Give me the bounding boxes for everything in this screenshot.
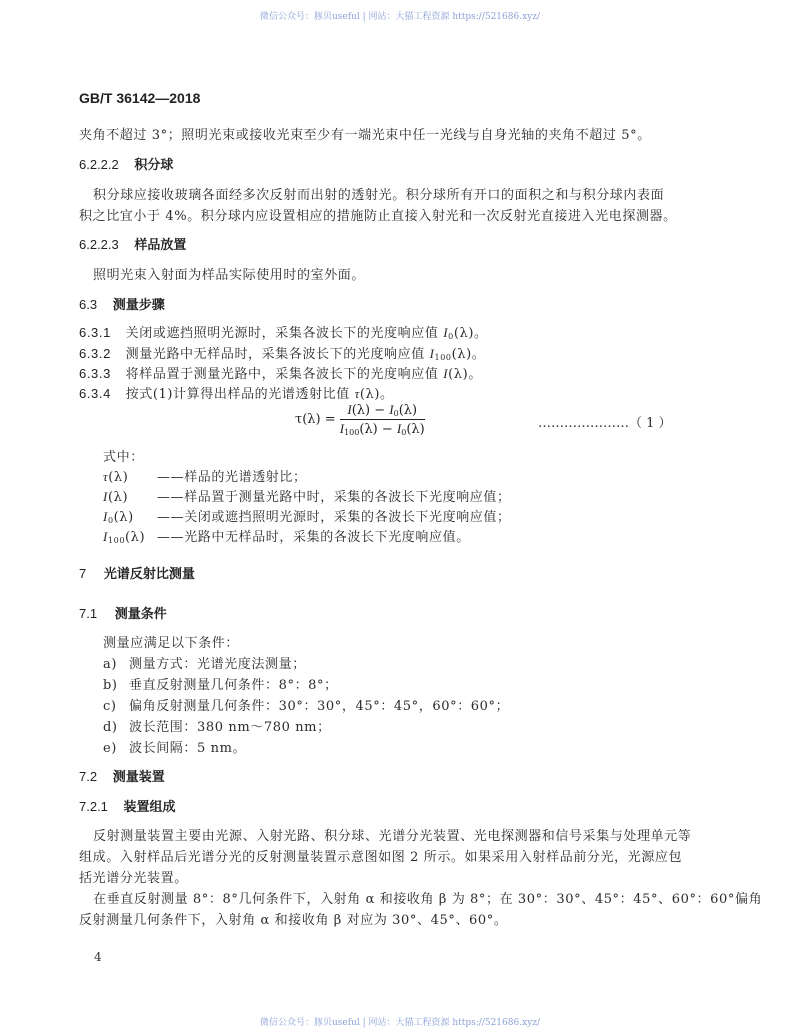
formula-fraction [340,402,425,437]
condition-item [103,737,246,756]
subscript: 0 [393,409,399,418]
argument: (λ) [107,490,129,505]
numerator [340,402,425,420]
item-text: 波长范围：380 nm～780 nm； [129,720,331,735]
symbol: I [443,366,449,381]
section-heading-7-1 [79,603,167,622]
section-number: 6.2.2.2 [79,157,119,172]
paragraph-line: 反射测量装置主要由光源、入射光路、积分球、光谱分光装置、光电探测器和信号采集与处理单元等 [93,829,692,844]
condition-item [103,674,338,693]
section-title: 装置组成 [123,800,176,815]
symbol: I [347,402,352,417]
step-6-3-1 [79,322,488,341]
formula-number: …………………（ 1 ） [538,416,672,431]
item-text: 测量方式：光谱光度法测量； [129,657,306,672]
section-title: 样品放置 [134,238,187,253]
section-number: 7.2.1 [79,799,108,814]
formula-lhs: τ(λ) = [295,412,336,427]
denominator [340,420,425,437]
item-text: 波长间隔：5 nm。 [129,741,247,756]
item-label: b) [103,678,118,693]
where-item [103,526,470,545]
symbol: I [103,509,108,524]
formula-1 [295,402,425,437]
where-item [103,466,307,485]
step-text: 按式(1)计算得出样品的光谱透射比值 [125,387,355,402]
paragraph-line: 积之比宜小于 4%。积分球内应设置相应的措施防止直接入射光和一次反射光直接进入光电探测器。 [79,209,677,224]
item-label: a) [103,657,118,672]
subscript: 100 [344,428,360,437]
step-6-3-3 [79,363,482,382]
condition-item [103,695,509,714]
paragraph-line: 积分球应接收玻璃各面经多次反射而出射的透射光。积分球所有开口的面积之和与积分球内表面 [93,188,665,203]
step-number: 6.3.4 [79,386,111,401]
step-6-3-4 [79,383,394,402]
argument: (λ)。 [359,387,394,402]
paragraph-line: 括光谱分光装置。 [79,871,188,886]
item-label: e) [103,741,117,756]
section-number: 7.1 [79,606,98,621]
paragraph-line: 组成。入射样品后光谱分光的反射测量装置示意图如图 2 所示。如果采用入射样品前分光，光源应包 [79,850,683,865]
argument: (λ) [113,510,134,525]
standard-code: GB/T 36142—2018 [79,90,201,106]
argument: (λ)。 [453,326,488,341]
symbol: I [103,529,108,544]
section-number: 6.3 [79,297,98,312]
term: (λ) [406,422,425,437]
item-label: c) [103,699,117,714]
section-title: 测量步骤 [112,298,165,313]
step-number: 6.3.2 [79,346,111,361]
argument: (λ) [125,530,146,545]
where-item [103,486,511,505]
watermark-top: 微信公众号：豚贝useful | 网站：大猫工程资源 https://521686.xyz/ [259,12,541,22]
subscript: 100 [434,353,452,362]
section-number: 6.2.2.3 [79,237,119,252]
argument: (λ) [108,470,129,485]
continued-paragraph: 夹角不超过 3°；照明光束或接收光束至少有一端光束中任一光线与自身光轴的夹角不超过 5°。 [79,128,651,143]
step-text: 将样品置于测量光路中，采集各波长下的光度响应值 [125,367,444,382]
symbol: I [339,421,345,436]
section-heading-6-3 [79,294,165,313]
paragraph-line: 在垂直反射测量 8°：8°几何条件下，入射角 α 和接收角 β 为 8°；在 30°：30°、45°：45°、60°：60°偏角 [93,892,763,907]
argument: (λ)。 [448,367,482,382]
section-title: 测量条件 [114,607,167,622]
where-label: 式中： [103,450,144,465]
argument: (λ)。 [451,347,486,362]
section-heading-6-2-2-3 [79,234,186,253]
step-text: 关闭或遮挡照明光源时，采集各波长下的光度响应值 [125,326,444,341]
term: (λ) [398,403,418,418]
item-text: 偏角反射测量几何条件：30°：30°，45°：45°，60°：60°； [129,699,510,714]
page-number: 4 [94,950,102,964]
section-title: 测量装置 [112,770,165,785]
conditions-intro: 测量应满足以下条件： [103,636,240,651]
symbol: I [396,421,402,436]
watermark-bottom: 微信公众号：豚贝useful | 网站：大猫工程资源 https://521686.xyz/ [259,1018,541,1028]
definition: ——样品的光谱透射比； [157,470,307,485]
paragraph-line: 反射测量几何条件下，入射角 α 和接收角 β 对应为 30°、45°、60°。 [79,913,508,928]
section-title: 积分球 [134,158,174,173]
definition: ——光路中无样品时，采集的各波长下光度响应值。 [157,530,470,545]
section-heading-7-2 [79,766,165,785]
subscript: 0 [401,428,407,437]
symbol: I [429,346,435,361]
paragraph-line: 照明光束入射面为样品实际使用时的室外面。 [93,268,366,283]
section-heading-7-2-1 [79,796,176,815]
symbol: I [389,402,394,417]
where-item [103,506,511,525]
definition: ——关闭或遮挡照明光源时，采集的各波长下光度响应值； [157,510,511,525]
subscript: 0 [107,516,114,525]
condition-item [103,653,306,672]
section-title: 光谱反射比测量 [103,567,195,582]
condition-item [103,716,331,735]
symbol: τ [103,469,109,484]
subscript: 100 [107,536,126,545]
definition: ——样品置于测量光路中时，采集的各波长下光度响应值； [157,490,511,505]
section-number: 7 [79,566,87,581]
symbol: τ [354,386,360,401]
item-label: d) [103,720,118,735]
term: (λ) − [351,403,390,418]
step-text: 测量光路中无样品时，采集各波长下的光度响应值 [125,347,430,362]
symbol: I [443,325,449,340]
symbol: I [103,489,108,504]
section-heading-6-2-2-2 [79,154,173,173]
section-number: 7.2 [79,769,98,784]
term: (λ) − [359,422,397,437]
section-heading-7 [79,563,195,582]
item-text: 垂直反射测量几何条件：8°：8°； [129,678,338,693]
step-number: 6.3.3 [79,366,111,381]
step-6-3-2 [79,343,485,362]
subscript: 0 [448,332,454,341]
step-number: 6.3.1 [79,325,111,340]
